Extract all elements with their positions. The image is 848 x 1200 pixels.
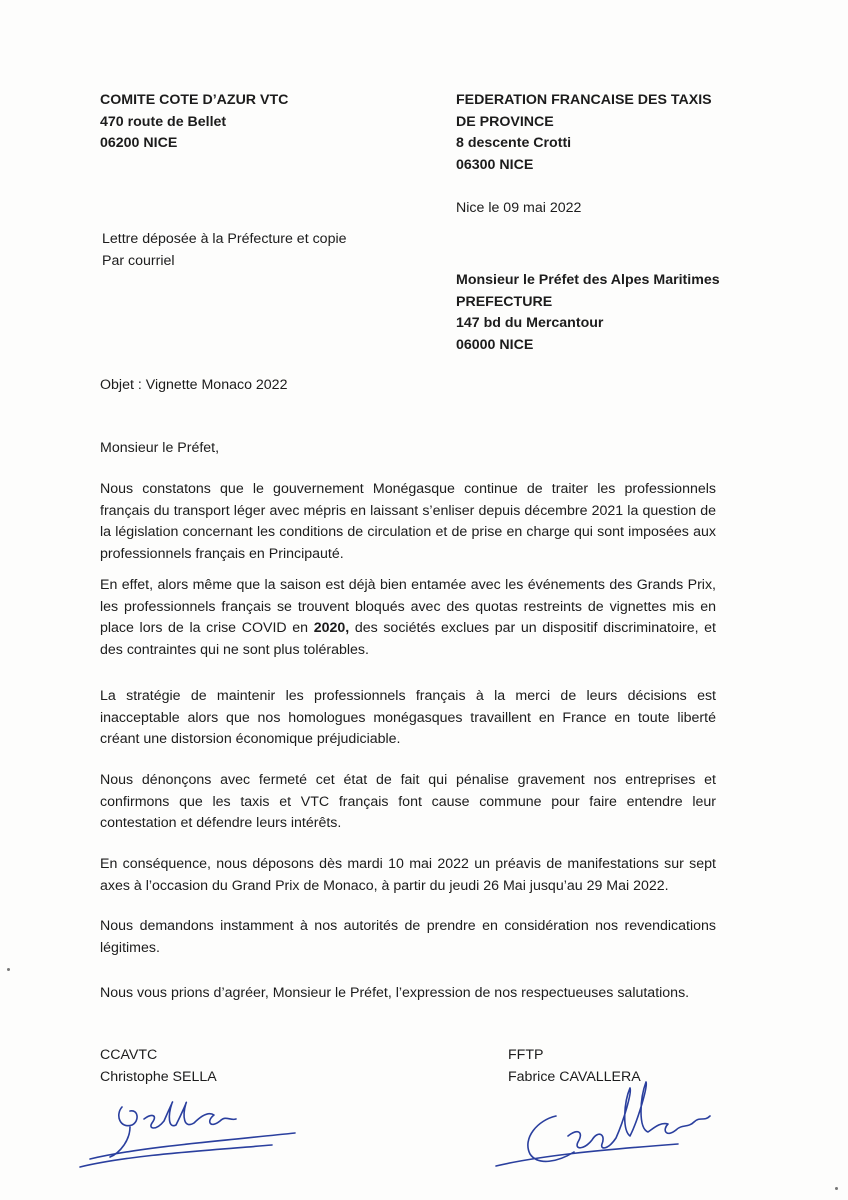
recipient-office: PREFECTURE	[456, 293, 553, 310]
signatory-right-org: FFTP	[508, 1047, 544, 1063]
recipient-city: 06000 NICE	[456, 336, 534, 353]
letter-date: Nice le 09 mai 2022	[456, 200, 582, 216]
body-paragraph-5: En conséquence, nous déposons dès mardi 10 mai 2022 un préavis de manifestations sur sept axes à l’occasion du Grand Prix de Monaco, à partir du jeudi 26 Mai jusqu’au 29 Mai 2022.	[100, 856, 716, 894]
sender-left-city: 06200 NICE	[100, 135, 178, 151]
sender-right-block	[456, 90, 712, 176]
signatory-left-org: CCAVTC	[100, 1047, 158, 1063]
body-paragraph-4: Nous dénonçons avec fermeté cet état de fait qui pénalise gravement nos entreprises et confirmons que les taxis et VTC français font cause commune pour faire entendre leur contestation et défendre leurs intérêts.	[100, 772, 716, 831]
sender-left-name: COMITE COTE D’AZUR VTC	[100, 92, 289, 108]
sender-left-address: 470 route de Bellet	[100, 113, 227, 130]
signature-cavallera	[478, 1058, 728, 1178]
paper-speck	[835, 1187, 838, 1190]
signatory-right-name: Fabrice CAVALLERA	[508, 1068, 641, 1085]
closing-formula: Nous vous prions d’agréer, Monsieur le Préfet, l’expression de nos respectueuses salutations.	[100, 985, 690, 1001]
sender-right-address: 8 descente Crotti	[456, 135, 572, 151]
body-paragraph-2-bold-year: 2020,	[313, 620, 350, 636]
signature-cavallera-ink	[496, 1082, 710, 1166]
signature-sella	[60, 1085, 320, 1175]
body-paragraph-3: La stratégie de maintenir les professionnels français à la merci de leurs décisions est inacceptable alors que nos homologues monégasques travaillent en France en toute liberté créant une distorsion économique préjudiciable.	[100, 688, 716, 747]
recipient-block	[456, 270, 720, 356]
sender-left-block	[100, 90, 288, 155]
body-paragraph-1: Nous constatons que le gouvernement Monégasque continue de traiter les professionnels français du transport léger avec mépris en laissant s’enliser depuis décembre 2021 la question de la législation concernant les conditions de circulation et de prise en charge qui sont imposées aux professionnels français en Principauté.	[100, 481, 716, 562]
sender-right-city: 06300 NICE	[456, 156, 534, 173]
paper-speck	[7, 968, 10, 971]
delivery-note-line1: Lettre déposée à la Préfecture et copie	[102, 231, 347, 247]
sender-right-name-line2: DE PROVINCE	[456, 113, 554, 130]
delivery-note-line2: Par courriel	[102, 252, 175, 269]
sender-right-name-line1: FEDERATION FRANCAISE DES TAXIS	[456, 92, 712, 108]
signatory-left	[100, 1045, 217, 1088]
body-paragraph-2-part2: des sociétés exclues par un dispositif discriminatoire, et des contraintes qui ne sont plus tolérables.	[100, 620, 716, 658]
recipient-address: 147 bd du Mercantour	[456, 315, 604, 331]
letter-subject: Objet : Vignette Monaco 2022	[100, 377, 288, 393]
delivery-note	[102, 229, 347, 272]
signatory-left-name: Christophe SELLA	[100, 1068, 217, 1085]
letter-salutation: Monsieur le Préfet,	[100, 440, 220, 456]
body-paragraph-6: Nous demandons instamment à nos autorités de prendre en considération nos revendications légitimes.	[100, 918, 716, 956]
recipient-title: Monsieur le Préfet des Alpes Maritimes	[456, 272, 720, 288]
body-paragraph-2	[100, 575, 716, 661]
body-paragraph-2-part1: En effet, alors même que la saison est déjà bien entamée avec les événements des Grands Prix, les professionnels français se trouvent bloqués avec des quotas restreints de vignettes mis en place lors de la crise COVID en	[100, 577, 716, 636]
signature-sella-ink	[80, 1102, 295, 1167]
